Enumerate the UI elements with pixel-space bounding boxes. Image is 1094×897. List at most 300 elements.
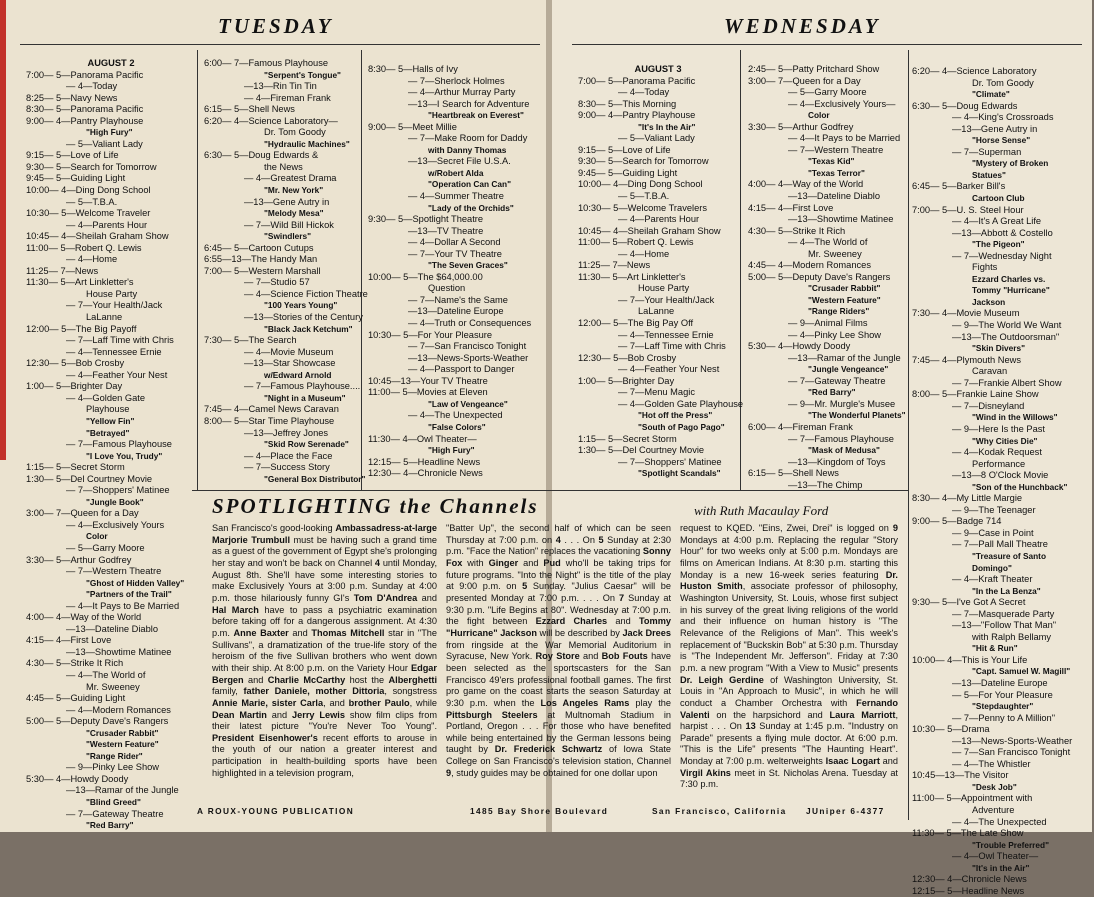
listing-line: — 9—Case in Point: [952, 527, 1034, 538]
listing-line: 11:30— 5—Art Linkletter's: [578, 271, 686, 282]
program-subtitle: "General Box Distributor": [264, 473, 366, 484]
listing-line: — 7—Disneyland: [952, 400, 1025, 411]
listing-line: 10:45— 4—Sheilah Graham Show: [26, 231, 169, 242]
listing-line: — 5—Valiant Lady: [66, 138, 143, 149]
listing-line: 4:45— 5—Guiding Light: [26, 693, 126, 704]
listing-line: — 7—Frankie Albert Show: [952, 377, 1062, 388]
listing-line: 10:00— 4—Ding Dong School: [578, 179, 703, 190]
listing-line: Caravan: [972, 366, 1008, 377]
listing-line: — 7—Western Theatre: [66, 566, 162, 577]
program-subtitle: "Texas Terror": [808, 167, 865, 178]
listing-line: 6:55—13—The Handy Man: [204, 254, 318, 265]
listing-line: 9:45— 5—Guiding Light: [578, 167, 678, 178]
listing-line: 5:30— 4—Howdy Doody: [26, 773, 129, 784]
listing-line: — 4—Parents Hour: [66, 219, 148, 230]
spotlight-column-1: [212, 523, 437, 795]
listing-line: — 4—Place the Face: [244, 450, 333, 461]
program-subtitle: "Texas Kid": [808, 156, 855, 167]
listing-line: —13—Secret File U.S.A.: [408, 156, 511, 167]
program-subtitle: Cartoon Club: [972, 193, 1025, 204]
listing-line: — 4—It Pays to Be Married: [66, 600, 180, 611]
listing-line: — 7—Gateway Theatre: [788, 375, 886, 386]
listing-line: 10:45— 4—Sheilah Graham Show: [578, 225, 721, 236]
listing-line: 1:15— 5—Secret Storm: [578, 433, 677, 444]
listing-line: with Ralph Bellamy: [972, 631, 1052, 642]
program-subtitle: Tommy "Hurricane": [972, 285, 1050, 296]
spotlight-section: [192, 491, 904, 827]
program-subtitle: "100 Years Young": [264, 300, 338, 311]
listing-line: — 7—Menu Magic: [618, 387, 695, 398]
listing-line: — 9—Animal Films: [788, 318, 868, 329]
program-subtitle: "Western Feature": [808, 294, 881, 305]
listing-line: 10:00— 4—Ding Dong School: [26, 185, 151, 196]
program-subtitle: "High Fury": [428, 445, 475, 456]
program-subtitle: "High Fury": [86, 127, 133, 138]
program-subtitle: "Range Rider": [86, 750, 143, 761]
column-divider: [361, 50, 362, 490]
program-subtitle: "I Love You, Trudy": [86, 450, 163, 461]
program-subtitle: "Crusader Rabbit": [86, 727, 159, 738]
listing-line: —13—Stories of the Century: [244, 312, 363, 323]
column-divider: [197, 50, 198, 490]
listing-line: 11:30— 5—Art Linkletter's: [26, 277, 134, 288]
listing-line: — 7—Famous Playhouse: [788, 433, 894, 444]
program-subtitle: "Range Riders": [808, 306, 870, 317]
listing-line: —13—The Chimp: [788, 479, 863, 490]
listing-line: 12:15— 5—Headline News: [368, 456, 481, 467]
listing-line: 1:30— 5—Del Courtney Movie: [26, 473, 153, 484]
listing-line: — 4—The Whistler: [952, 758, 1031, 769]
program-subtitle: w/Robert Alda: [428, 167, 484, 178]
program-subtitle: "Treasure of Santo: [972, 550, 1047, 561]
listing-line: — 7—Sherlock Holmes: [408, 75, 505, 86]
listing-line: 8:00— 5—Frankie Laine Show: [912, 389, 1039, 400]
listing-line: — 7—Penny to A Million": [952, 712, 1056, 723]
program-subtitle: "South of Pago Pago": [638, 421, 725, 432]
listing-line: House Party: [86, 288, 138, 299]
column-divider: [740, 50, 741, 490]
listing-line: —13—The Outdoorsman": [952, 331, 1060, 342]
listing-line: 4:00— 4—Way of the World: [26, 612, 142, 623]
listing-line: 6:45— 5—Barker Bill's: [912, 181, 1006, 192]
listing-line: — 4—The Unexpected: [408, 410, 503, 421]
program-subtitle: Jackson: [972, 296, 1006, 307]
wednesday-header: WEDNESDAY: [724, 14, 881, 38]
listing-line: —13—Rin Tin Tin: [244, 81, 317, 92]
listing-line: — 5—Garry Moore: [788, 87, 867, 98]
listing-line: 6:20— 4—Science Laboratory—: [204, 115, 338, 126]
listing-line: — 7—Success Story: [244, 462, 330, 473]
program-subtitle: "Swindlers": [264, 231, 312, 242]
listing-line: 9:15— 5—Love of Life: [26, 150, 119, 161]
listing-line: 10:30— 5—Drama: [912, 724, 990, 735]
program-subtitle: "False Colors": [428, 421, 486, 432]
listing-line: 10:30— 5—Welcome Traveler: [26, 208, 151, 219]
listing-line: 9:30— 5—Search for Tomorrow: [26, 161, 157, 172]
program-subtitle: "Jungle Book": [86, 496, 144, 507]
listing-line: 9:00— 5—Badge 714: [912, 516, 1002, 527]
listing-line: — 7—Your Health/Jack: [618, 294, 715, 305]
listing-line: —13—News-Sports-Weather: [952, 735, 1073, 746]
listing-line: — 4—Kodak Request: [952, 447, 1042, 458]
listing-line: Dr. Tom Goody: [972, 77, 1034, 88]
listing-line: 12:00— 5—The Big Payoff: [26, 323, 137, 334]
listing-line: — 5—T.B.A.: [618, 191, 670, 202]
program-subtitle: "Mr. New York": [264, 185, 324, 196]
listing-line: — 4—Fireman Frank: [244, 92, 331, 103]
listing-line: — 7—Superman: [952, 146, 1022, 157]
listing-line: — 7—Wednesday Night: [952, 250, 1052, 261]
listing-line: — 7—Western Theatre: [788, 144, 884, 155]
listing-line: 5:00— 5—Deputy Dave's Rangers: [748, 271, 891, 282]
listing-line: — 4—Greatest Drama: [244, 173, 337, 184]
program-subtitle: Color: [86, 531, 108, 542]
listing-line: —13—Dateline Europe: [952, 677, 1048, 688]
listing-line: 10:30— 5—For Your Pleasure: [368, 329, 493, 340]
listing-line: 6:30— 5—Doug Edwards: [912, 100, 1018, 111]
listing-line: 10:00— 5—The $64,000.00: [368, 271, 483, 282]
spotlight-column-3: [680, 523, 898, 795]
listing-line: — 4—Tennessee Ernie: [66, 346, 162, 357]
program-subtitle: "Black Jack Ketchum": [264, 323, 353, 334]
listing-line: 3:00— 7—Queen for a Day: [26, 508, 139, 519]
listing-line: — 4—Today: [66, 81, 118, 92]
listing-line: 4:30— 5—Strike It Rich: [748, 225, 846, 236]
listing-line: 11:25— 7—News: [578, 260, 651, 271]
program-subtitle: w/Edward Arnold: [264, 369, 332, 380]
program-subtitle: "Red Barry": [86, 820, 134, 831]
listing-line: 10:30— 5—Welcome Travelers: [578, 202, 708, 213]
spotlight-paragraph: "Batter Up", the second half of which can be seen Thursday at 7:00 p.m. on 4 . . . On 5 Sunday at 2:30 p.m. "Face the Nation" replaces the vacationing Sonny Fox with Ginger and Pud who'll be taking trips for future programs. "Into the Night" is the title of the play at 9:00 p.m. on 5 Sunday. "Julius Caesar" will be presented Monday at 7:00 p.m. . . . On 7 Sunday at 9:30 p.m. "Life Begins at 80". Wednesday at 7:00 p.m. the fight between Ezzard Charles and Tommy "Hurricane" Jackson will be described by Jack Drees from ringside at the War Memorial Auditorium in Syracuse, New York. Roy Store and Bob Fouts have been selected as the sportscasters for the San Francisco 49'ers professional football games. The first pro game on the coast starts the season Saturday at 9:30 p.m. when the Los Angeles Rams play the Pittsburgh Steelers at Multnomah Stadium in Portland, Oregon . . . For those who have benefited while being entertained by the German lessons being taught by Dr. Frederick Schwartz of Iowa State College on San Francisco's television station, Channel 9, study guides may be obtained for one dollar upon: [446, 523, 672, 778]
listing-line: 4:30— 5—Strike It Rich: [26, 658, 124, 669]
listing-line: — 7—San Francisco Tonight: [952, 747, 1071, 758]
listing-line: Adventure: [972, 805, 1015, 815]
listing-line: 5:00— 5—Deputy Dave's Rangers: [26, 716, 169, 727]
listing-line: — 9—The World We Want: [952, 320, 1062, 331]
spotlight-paragraph: San Francisco's good-looking Ambassadress-at-large Marjorie Trumbull must be having such a grand time as a guest of the government of Egypt she's prolonging her stay and won't be back on Channel 4 until Monday, August 8th. She'll have some interesting stories to make Exclusively Yours at 3:00 p.m. Sunday at 4:00 p.m. those hilariously funny GI's Tom D'Andrea and Hal March have to pass a psychiatric examination before taking off for a dangerous assignment. At 4:30 p.m. Anne Baxter and Thomas Mitchell star in "The Sullivans", a dramatization of the true-life story of the heroism of the five Sullivan brothers who went down with their ship. At 8:00 p.m. on the Variety Hour Edgar Bergen and Charlie McCarthy host the Alberghetti family, father Daniele, mother Dittoria, songstress Annie Marie, sister Carla, and brother Paulo, while Dean Martin and Jerry Lewis show film clips from their latest picture "You're Never Too Young". President Eisenhower's recent efforts to arouse in the youth of our nation a greater interest and participation in health-building sports have been highlighted in a television program,: [212, 523, 438, 778]
listing-line: —13—Ramar of the Jungle: [788, 352, 901, 363]
wednesday-listings-col-1: [578, 64, 744, 490]
program-subtitle: "Heartbreak on Everest": [428, 110, 524, 121]
listing-line: —13—News-Sports-Weather: [408, 352, 529, 363]
program-subtitle: "Capt. Samuel W. Magill": [972, 666, 1071, 677]
listing-line: 1:00— 5—Brighter Day: [578, 375, 675, 386]
listing-line: 7:30— 4—Movie Museum: [912, 308, 1020, 319]
listing-line: 8:25— 5—Navy News: [26, 92, 118, 103]
footer-phone: JUniper 6-4377: [806, 806, 885, 816]
listing-line: —13—8 O'Clock Movie: [952, 470, 1049, 481]
program-subtitle: "Mystery of Broken: [972, 158, 1049, 169]
column-divider: [908, 50, 909, 820]
listing-line: — 4—The World of: [66, 669, 146, 680]
listing-line: —13—Showtime Matinee: [788, 214, 894, 225]
program-subtitle: "Operation Can Can": [428, 179, 512, 190]
listing-line: — 4—Truth or Consequences: [408, 318, 532, 329]
wednesday-listings-col-3: [912, 66, 1092, 896]
listing-line: — 7—San Francisco Tonight: [408, 341, 527, 352]
listing-line: 9:30— 5—Search for Tomorrow: [578, 156, 709, 167]
listing-line: 7:45— 4—Plymouth News: [912, 354, 1022, 365]
listing-line: — 9—Mr. Murgle's Musee: [788, 398, 896, 409]
listing-line: —13—Kingdom of Toys: [788, 456, 886, 467]
program-subtitle: "Trouble Preferred": [972, 839, 1050, 850]
program-subtitle: "Blind Greed": [86, 797, 141, 807]
listing-line: 4:00— 4—Way of the World: [748, 179, 864, 190]
program-subtitle: "Law of Vengeance": [428, 398, 508, 409]
listing-line: 4:15— 4—First Love: [748, 202, 834, 213]
listing-line: — 7—Studio 57: [244, 277, 310, 288]
listing-line: 9:15— 5—Love of Life: [578, 144, 671, 155]
program-subtitle: "Skid Row Serenade": [264, 439, 349, 450]
listing-line: — 7—Your Health/Jack: [66, 300, 163, 311]
listing-line: 10:45—13—The Visitor: [912, 770, 1009, 781]
listing-line: LaLanne: [638, 306, 675, 317]
program-subtitle: "Son of the Hunchback": [972, 481, 1068, 492]
listing-line: — 4—Tennessee Ernie: [618, 329, 714, 340]
program-subtitle: "Yellow Fin": [86, 415, 135, 426]
listing-line: 1:15— 5—Secret Storm: [26, 462, 125, 473]
listing-line: — 4—Feather Your Nest: [618, 364, 720, 375]
spotlight-column-2: [446, 523, 671, 795]
listing-line: — 7—Pall Mall Theatre: [952, 539, 1048, 550]
program-subtitle: "Western Feature": [86, 739, 159, 750]
listing-line: 10:45—13—Your TV Theatre: [368, 375, 488, 386]
program-subtitle: "Why Cities Die": [972, 435, 1038, 446]
listing-line: — 7—Name's the Same: [408, 294, 508, 305]
tuesday-listings-col-1: [26, 58, 196, 831]
program-subtitle: Color: [808, 110, 830, 121]
tuesday-rule: [20, 44, 540, 45]
listing-line: 12:00— 5—The Big Pay Off: [578, 318, 694, 329]
listing-line: —13—"Follow That Man": [952, 620, 1057, 631]
listing-line: 12:30— 4—Chronicle News: [368, 468, 483, 479]
listing-line: 7:45— 4—Camel News Caravan: [204, 404, 339, 415]
listing-line: Fights: [972, 262, 998, 273]
listing-line: — 4—Feather Your Nest: [66, 369, 168, 380]
program-subtitle: "It's In the Air": [638, 121, 696, 132]
program-subtitle: "Partners of the Trail": [86, 589, 172, 600]
listing-line: 12:30— 4—Chronicle News: [912, 874, 1027, 885]
listing-line: — 5—T.B.A.: [66, 196, 118, 207]
listing-line: — 4—Passport to Danger: [408, 364, 515, 375]
listing-line: 6:20— 4—Science Laboratory: [912, 66, 1037, 76]
wednesday-listings-col-2: [748, 64, 906, 490]
listing-line: — 4—Home: [66, 254, 118, 265]
listing-line: 9:00— 4—Pantry Playhouse: [26, 115, 144, 126]
listing-line: Mr. Sweeney: [86, 681, 140, 692]
program-subtitle: Ezzard Charles vs.: [972, 273, 1046, 284]
listing-line: 8:30— 5—Halls of Ivy: [368, 64, 458, 74]
program-subtitle: "Jungle Vengeance": [808, 364, 889, 375]
listing-line: — 7—Your TV Theatre: [408, 248, 502, 259]
program-subtitle: "Horse Sense": [972, 135, 1031, 146]
listing-line: 12:30— 5—Bob Crosby: [26, 358, 125, 369]
listing-line: 6:15— 5—Shell News: [748, 468, 839, 479]
listing-line: 7:00— 5—U. S. Steel Hour: [912, 204, 1024, 215]
listing-line: 7:30— 5—The Search: [204, 335, 297, 346]
tuesday-listings-col-3: [368, 64, 544, 490]
listing-line: 9:30— 5—I've Got A Secret: [912, 597, 1026, 608]
listing-line: 6:00— 4—Fireman Frank: [748, 421, 853, 432]
listing-line: 11:00— 5—Movies at Eleven: [368, 387, 488, 398]
listing-line: 6:45— 5—Cartoon Cutups: [204, 242, 314, 253]
program-subtitle: "Skin Divers": [972, 343, 1026, 354]
listing-line: 5:30— 4—Howdy Doody: [748, 341, 851, 352]
listing-line: 11:00— 5—Robert Q. Lewis: [26, 242, 142, 253]
listing-line: —13—I Search for Adventure: [408, 98, 530, 109]
listing-line: — 5—For Your Pleasure: [952, 689, 1053, 700]
listing-line: 9:00— 4—Pantry Playhouse: [578, 110, 696, 121]
listing-line: — 9—Pinky Lee Show: [66, 762, 160, 773]
listing-line: 9:45— 5—Guiding Light: [26, 173, 126, 184]
listing-line: — 7—Wild Bill Hickok: [244, 219, 334, 230]
listing-line: — 4—Kraft Theater: [952, 574, 1033, 585]
listing-line: 4:45— 4—Modern Romances: [748, 260, 871, 271]
listing-line: —13—Dateline Europe: [408, 306, 504, 317]
listing-line: — 7—Masquerade Party: [952, 608, 1055, 619]
listing-line: 4:15— 4—First Love: [26, 635, 112, 646]
listing-line: 10:00— 4—This is Your Life: [912, 654, 1028, 665]
program-subtitle: "Stepdaughter": [972, 701, 1034, 712]
listing-line: — 7—Make Room for Daddy: [408, 133, 528, 144]
listing-line: 8:30— 5—Panorama Pacific: [26, 104, 144, 115]
listing-line: 3:00— 7—Queen for a Day: [748, 75, 861, 86]
listing-line: 7:00— 5—Panorama Pacific: [26, 69, 144, 80]
listing-line: — 4—King's Crossroads: [952, 112, 1054, 123]
listing-line: —13—Dateline Diablo: [66, 623, 158, 634]
listing-line: — 4—Science Fiction Theatre: [244, 288, 368, 299]
listing-line: —13—Abbott & Costello: [952, 227, 1053, 238]
listing-line: — 4—It Pays to be Married: [788, 133, 901, 144]
program-subtitle: "Spotlight Scandals": [638, 468, 721, 479]
listing-line: —13—Gene Autry in: [952, 123, 1038, 134]
listing-line: — 7—Famous Playhouse....: [244, 381, 361, 392]
listing-line: 1:30— 5—Del Courtney Movie: [578, 445, 705, 456]
listing-line: 2:45— 5—Patty Pritchard Show: [748, 64, 880, 74]
listing-line: — 4—Exclusively Yours—: [788, 98, 896, 109]
listing-line: Playhouse: [86, 404, 130, 415]
program-subtitle: "Climate": [972, 89, 1010, 100]
listing-line: 11:30— 4—Owl Theater—: [368, 433, 477, 444]
wednesday-rule: [572, 44, 1082, 45]
program-subtitle: "Wind in the Willows": [972, 412, 1058, 423]
listing-line: — 4—Movie Museum: [244, 346, 334, 357]
listing-line: — 4—Parents Hour: [618, 214, 700, 225]
program-subtitle: "In the La Benza": [972, 585, 1041, 596]
program-subtitle: "Ghost of Hidden Valley": [86, 577, 185, 588]
program-subtitle: "Hydraulic Machines": [264, 138, 350, 149]
footer-address: 1485 Bay Shore Boulevard: [470, 806, 609, 816]
listing-line: — 4—Home: [618, 248, 670, 259]
program-subtitle: "The Pigeon": [972, 239, 1025, 250]
program-subtitle: with Danny Thomas: [428, 144, 507, 155]
program-subtitle: "Night in a Museum": [264, 392, 346, 403]
spotlight-title: SPOTLIGHTING the Channels: [212, 494, 539, 518]
listing-line: —13—Dateline Diablo: [788, 191, 880, 202]
program-subtitle: Statues": [972, 169, 1006, 180]
program-subtitle: "The Wonderful Planets": [808, 410, 906, 421]
listing-line: — 4—Arthur Murray Party: [408, 87, 516, 98]
program-subtitle: "The Seven Graces": [428, 260, 508, 271]
listing-line: —13—Showtime Matinee: [66, 646, 172, 657]
program-subtitle: "Melody Mesa": [264, 208, 324, 219]
listing-line: — 4—Modern Romances: [66, 704, 171, 715]
listing-line: — 9—Here Is the Past: [952, 423, 1046, 434]
listing-line: 11:30— 5—The Late Show: [912, 828, 1024, 839]
listing-line: 11:25— 7—News: [26, 265, 99, 276]
listing-line: — 5—Garry Moore: [66, 542, 145, 553]
listing-line: 7:00— 5—Western Marshall: [204, 265, 321, 276]
program-subtitle: "Red Barry": [808, 387, 856, 398]
listing-line: — 4—It's A Great Life: [952, 216, 1042, 227]
listing-line: 6:00— 7—Famous Playhouse: [204, 58, 329, 68]
listing-line: — 7—Laff Time with Chris: [66, 335, 174, 346]
listing-line: 12:30— 5—Bob Crosby: [578, 352, 677, 363]
listing-line: — 4—Golden Gate Playhouse: [618, 398, 744, 409]
listing-line: — 4—The Unexpected: [952, 816, 1047, 827]
listing-line: 8:00— 5—Star Time Playhouse: [204, 415, 335, 426]
program-subtitle: "Mask of Medusa": [808, 445, 880, 456]
listing-line: LaLanne: [86, 312, 123, 323]
listing-line: — 7—Famous Playhouse: [66, 439, 172, 450]
listing-line: Dr. Tom Goody: [264, 127, 326, 138]
listing-line: the News: [264, 161, 303, 172]
listing-line: — 4—Golden Gate: [66, 392, 146, 403]
program-subtitle: "Crusader Rabbit": [808, 283, 881, 294]
program-subtitle: "Lady of the Orchids": [428, 202, 514, 213]
listing-line: Mr. Sweeney: [808, 248, 862, 259]
listing-line: 6:15— 5—Shell News: [204, 104, 295, 115]
program-subtitle: "Betrayed": [86, 427, 130, 438]
listing-line: Performance: [972, 458, 1026, 469]
program-subtitle: "Desk Job": [972, 781, 1017, 792]
listing-line: Question: [428, 283, 466, 294]
listing-line: 9:00— 5—Meet Millie: [368, 121, 457, 132]
listing-line: —13—TV Theatre: [408, 225, 484, 236]
listing-line: — 7—Gateway Theatre: [66, 808, 164, 819]
listing-line: 12:15— 5—Headline News: [912, 885, 1025, 896]
tuesday-header: TUESDAY: [218, 14, 334, 38]
footer-publisher: A ROUX-YOUNG PUBLICATION: [197, 806, 355, 816]
spotlight-paragraph: request to KQED. "Eins, Zwei, Drei" is logged on 9 Mondays at 4:00 p.m. Replacing the regular "Story Hour" for two weeks only at 5:00 p.m. Mondays are films on American Indians. At 8:30 p.m. starting this Monday is a new 16-week series featuring Dr. Huston Smith, associate professor of philosophy, Washington University, St. Louis, whose first subject in his survey of the great living religions of the world and their influence on human history is "The Relevance of the Religions of Man". This week's replacement of "Buckskin Bob" at 5:30 p.m. Thursday is "The Independent Mr. Jefferson". Friday at 7:30 p.m. a new program "With a View to Music" presents Dr. Leigh Gerdine of Washington University, St. Louis in "An Approach to Music", in which he will conduct a Chamber Orchestra with Fernando Valenti on the harpsichord and Laura Marriott, harpist . . . On 13 Sunday at 1:45 p.m. "Industry on Parade" presents a flying mule doctor. At 6:00 p.m. "This is the Life" presents "The Haunting Heart". Monday at 7:00 p.m. welterweights Isaac Logart and Virgil Akins meet in St. Nicholas Arena. Tuesday at 7:30 p.m.: [680, 523, 898, 790]
listing-line: 3:30— 5—Arthur Godfrey: [26, 554, 132, 565]
listing-line: — 7—Shoppers' Matinee: [618, 456, 722, 467]
program-subtitle: Domingo": [972, 562, 1012, 573]
program-subtitle: "It's in the Air": [972, 862, 1030, 873]
listing-line: 11:00— 5—Robert Q. Lewis: [578, 237, 694, 248]
red-edge-strip: [0, 0, 6, 460]
listing-line: — 4—Dollar A Second: [408, 237, 501, 248]
listing-line: — 4—The World of: [788, 237, 868, 248]
program-subtitle: "Hit & Run": [972, 643, 1018, 654]
date-heading: AUGUST 3: [634, 64, 682, 74]
program-subtitle: "Serpent's Tongue": [264, 69, 341, 80]
listing-line: — 4—Today: [618, 87, 670, 98]
listing-line: — 4—Summer Theatre: [408, 191, 504, 202]
listing-line: 9:30— 5—Spotlight Theatre: [368, 214, 484, 225]
listing-line: — 5—Valiant Lady: [618, 133, 695, 144]
listing-line: —13—Gene Autry in: [244, 196, 330, 207]
listing-line: 7:00— 5—Panorama Pacific: [578, 75, 696, 86]
listing-line: —13—Star Showcase: [244, 358, 336, 369]
listing-line: House Party: [638, 283, 690, 294]
listing-line: 3:30— 5—Arthur Godfrey: [748, 121, 854, 132]
listing-line: — 4—Pinky Lee Show: [788, 329, 882, 340]
listing-line: —13—Jeffrey Jones: [244, 427, 329, 438]
tuesday-listings-col-2: [204, 58, 368, 490]
listing-line: 8:30— 5—This Morning: [578, 98, 677, 109]
listing-line: 11:00— 5—Appointment with: [912, 793, 1033, 804]
